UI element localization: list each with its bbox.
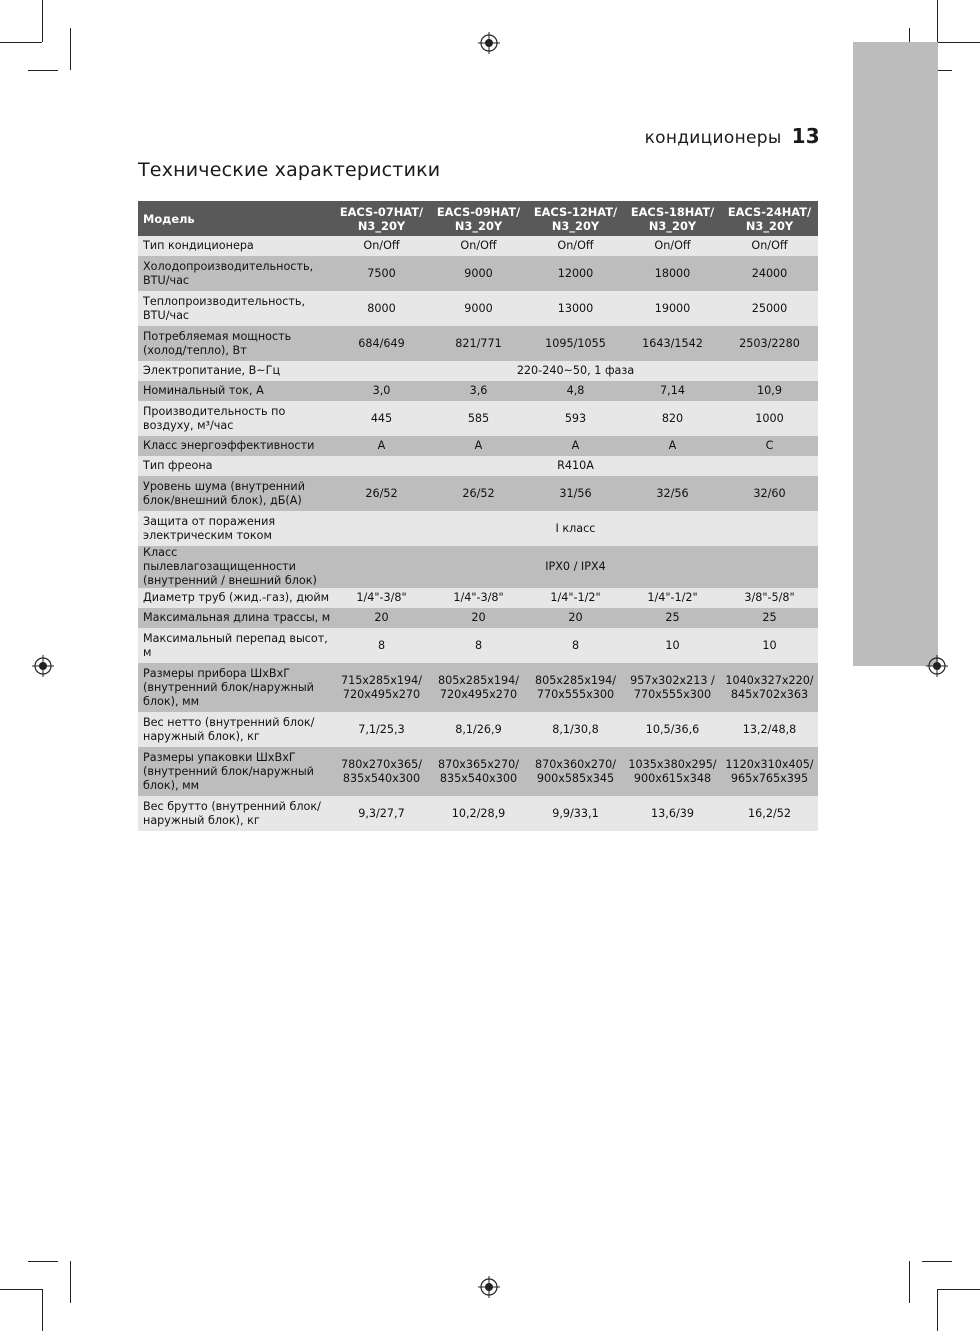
table-cell: 13,2/48,8	[721, 712, 818, 747]
crop-mark	[937, 1289, 938, 1331]
table-cell: On/Off	[430, 236, 527, 256]
table-cell: 26/52	[430, 476, 527, 511]
table-cell: 780x270x365/ 835x540x300	[333, 747, 430, 796]
table-cell: 684/649	[333, 326, 430, 361]
table-cell: On/Off	[624, 236, 721, 256]
table-cell: 25000	[721, 291, 818, 326]
table-cell: 1000	[721, 401, 818, 436]
table-cell: 8	[527, 628, 624, 663]
table-cell: 870x365x270/ 835x540x300	[430, 747, 527, 796]
table-cell: 805x285x194/ 770x555x300	[527, 663, 624, 712]
table-cell: On/Off	[527, 236, 624, 256]
table-cell: 7,14	[624, 381, 721, 401]
table-cell: 805x285x194/ 720x495x270	[430, 663, 527, 712]
registration-mark-icon	[926, 655, 948, 677]
table-cell: A	[333, 436, 430, 456]
table-cell: 10,9	[721, 381, 818, 401]
table-cell: 9000	[430, 291, 527, 326]
table-cell: 715x285x194/ 720x495x270	[333, 663, 430, 712]
table-cell: 8,1/30,8	[527, 712, 624, 747]
table-cell: 1035x380x295/ 900x615x348	[624, 747, 721, 796]
row-label: Уровень шума (внутренний блок/внешний блок), дБ(А)	[138, 476, 333, 511]
table-header-row	[138, 201, 818, 236]
row-label: Теплопроизводительность, BTU/час	[138, 291, 333, 326]
table-cell: 32/56	[624, 476, 721, 511]
table-cell: 1643/1542	[624, 326, 721, 361]
table-cell: 31/56	[527, 476, 624, 511]
crop-mark	[937, 0, 938, 42]
table-row	[138, 436, 818, 456]
row-label: Электропитание, В~Гц	[138, 361, 333, 381]
table-row	[138, 511, 818, 546]
side-tab	[853, 42, 938, 666]
crop-mark	[70, 28, 71, 70]
table-cell: 12000	[527, 256, 624, 291]
row-label: Вес нетто (внутренний блок/ наружный блок), кг	[138, 712, 333, 747]
table-row	[138, 381, 818, 401]
row-label: Вес брутто (внутренний блок/ наружный блок), кг	[138, 796, 333, 831]
table-cell: 24000	[721, 256, 818, 291]
row-label: Производительность по воздуху, м³/час	[138, 401, 333, 436]
column-header: EACS-07HAT/ N3_20Y	[333, 201, 430, 236]
table-row	[138, 326, 818, 361]
table-cell: 10	[624, 628, 721, 663]
table-cell: 1/4"-1/2"	[527, 588, 624, 608]
table-cell: 2503/2280	[721, 326, 818, 361]
table-cell: 7500	[333, 256, 430, 291]
table-cell: 10,5/36,6	[624, 712, 721, 747]
table-cell: 16,2/52	[721, 796, 818, 831]
row-label: Потребляемая мощность (холод/тепло), Вт	[138, 326, 333, 361]
table-row	[138, 796, 818, 831]
table-cell: On/Off	[333, 236, 430, 256]
column-header: EACS-09HAT/ N3_20Y	[430, 201, 527, 236]
table-cell: 8000	[333, 291, 430, 326]
table-cell: A	[430, 436, 527, 456]
crop-mark	[938, 1289, 980, 1290]
table-cell: 8,1/26,9	[430, 712, 527, 747]
table-cell: 9000	[430, 256, 527, 291]
crop-mark	[28, 1261, 58, 1262]
row-label: Размеры упаковки ШхВхГ (внутренний блок/наружный блок), мм	[138, 747, 333, 796]
table-row	[138, 747, 818, 796]
table-cell: 10	[721, 628, 818, 663]
table-cell: 8	[333, 628, 430, 663]
row-label: Диаметр труб (жид.-газ), дюйм	[138, 588, 333, 608]
table-row	[138, 628, 818, 663]
row-label: Максимальный перепад высот, м	[138, 628, 333, 663]
table-cell: 13,6/39	[624, 796, 721, 831]
table-cell: 1120x310x405/ 965x765x395	[721, 747, 818, 796]
table-cell: 25	[721, 608, 818, 628]
row-label: Тип фреона	[138, 456, 333, 476]
table-cell: 585	[430, 401, 527, 436]
merged-cell: R410A	[333, 456, 818, 476]
table-cell: 18000	[624, 256, 721, 291]
merged-cell: IPX0 / IPX4	[333, 546, 818, 588]
registration-mark-icon	[32, 655, 54, 677]
column-header: Модель	[138, 201, 333, 236]
crop-mark	[0, 1289, 42, 1290]
table-cell: 9,3/27,7	[333, 796, 430, 831]
table-cell: 3/8"-5/8"	[721, 588, 818, 608]
table-cell: 1/4"-1/2"	[624, 588, 721, 608]
table-row	[138, 546, 818, 588]
table-row	[138, 291, 818, 326]
table-cell: 32/60	[721, 476, 818, 511]
row-label: Максимальная длина трассы, м	[138, 608, 333, 628]
table-row	[138, 712, 818, 747]
table-row	[138, 236, 818, 256]
table-row	[138, 256, 818, 291]
table-cell: 1/4"-3/8"	[430, 588, 527, 608]
row-label: Класс энергоэффективности	[138, 436, 333, 456]
table-cell: 445	[333, 401, 430, 436]
row-label: Номинальный ток, А	[138, 381, 333, 401]
table-row	[138, 476, 818, 511]
table-cell: A	[624, 436, 721, 456]
table-cell: 9,9/33,1	[527, 796, 624, 831]
column-header: EACS-18HAT/ N3_20Y	[624, 201, 721, 236]
table-cell: 19000	[624, 291, 721, 326]
merged-cell: I класс	[333, 511, 818, 546]
crop-mark	[42, 1289, 43, 1331]
row-label: Тип кондиционера	[138, 236, 333, 256]
table-cell: 3,6	[430, 381, 527, 401]
crop-mark	[909, 1261, 910, 1303]
row-label: Защита от поражения электрическим током	[138, 511, 333, 546]
table-cell: 870x360x270/ 900x585x345	[527, 747, 624, 796]
table-cell: 20	[430, 608, 527, 628]
table-row	[138, 588, 818, 608]
crop-mark	[0, 42, 42, 43]
row-label: Класс пылевлагозащищенности (внутренний / внешний блок)	[138, 546, 333, 588]
table-cell: 13000	[527, 291, 624, 326]
registration-mark-icon	[478, 1276, 500, 1298]
table-row	[138, 456, 818, 476]
table-cell: 957x302x213 / 770x555x300	[624, 663, 721, 712]
crop-mark	[938, 42, 980, 43]
table-cell: On/Off	[721, 236, 818, 256]
table-cell: A	[527, 436, 624, 456]
table-row	[138, 663, 818, 712]
crop-mark	[70, 1261, 71, 1303]
table-cell: 10,2/28,9	[430, 796, 527, 831]
table-cell: 821/771	[430, 326, 527, 361]
table-cell: 593	[527, 401, 624, 436]
table-cell: 3,0	[333, 381, 430, 401]
table-cell: 1095/1055	[527, 326, 624, 361]
table-cell: 7,1/25,3	[333, 712, 430, 747]
page-number: 13	[791, 124, 820, 148]
crop-mark	[42, 0, 43, 42]
row-label: Холодопроизводительность, BTU/час	[138, 256, 333, 291]
page-header	[645, 124, 820, 148]
table-cell: 1040x327x220/ 845x702x363	[721, 663, 818, 712]
page-title: Технические характеристики	[138, 159, 441, 181]
merged-cell: 220-240~50, 1 фаза	[333, 361, 818, 381]
section-name: кондиционеры	[644, 128, 782, 148]
specs-table	[138, 201, 818, 831]
table-cell: 4,8	[527, 381, 624, 401]
table-cell: 20	[333, 608, 430, 628]
table-row	[138, 401, 818, 436]
table-cell: 1/4"-3/8"	[333, 588, 430, 608]
table-row	[138, 608, 818, 628]
table-cell: 20	[527, 608, 624, 628]
table-cell: 8	[430, 628, 527, 663]
column-header: EACS-12HAT/ N3_20Y	[527, 201, 624, 236]
table-cell: 26/52	[333, 476, 430, 511]
table-cell: 25	[624, 608, 721, 628]
table-cell: C	[721, 436, 818, 456]
column-header: EACS-24HAT/ N3_20Y	[721, 201, 818, 236]
table-row	[138, 361, 818, 381]
registration-mark-icon	[478, 32, 500, 54]
crop-mark	[922, 1261, 952, 1262]
crop-mark	[28, 70, 58, 71]
row-label: Размеры прибора ШхВхГ (внутренний блок/наружный блок), мм	[138, 663, 333, 712]
table-cell: 820	[624, 401, 721, 436]
